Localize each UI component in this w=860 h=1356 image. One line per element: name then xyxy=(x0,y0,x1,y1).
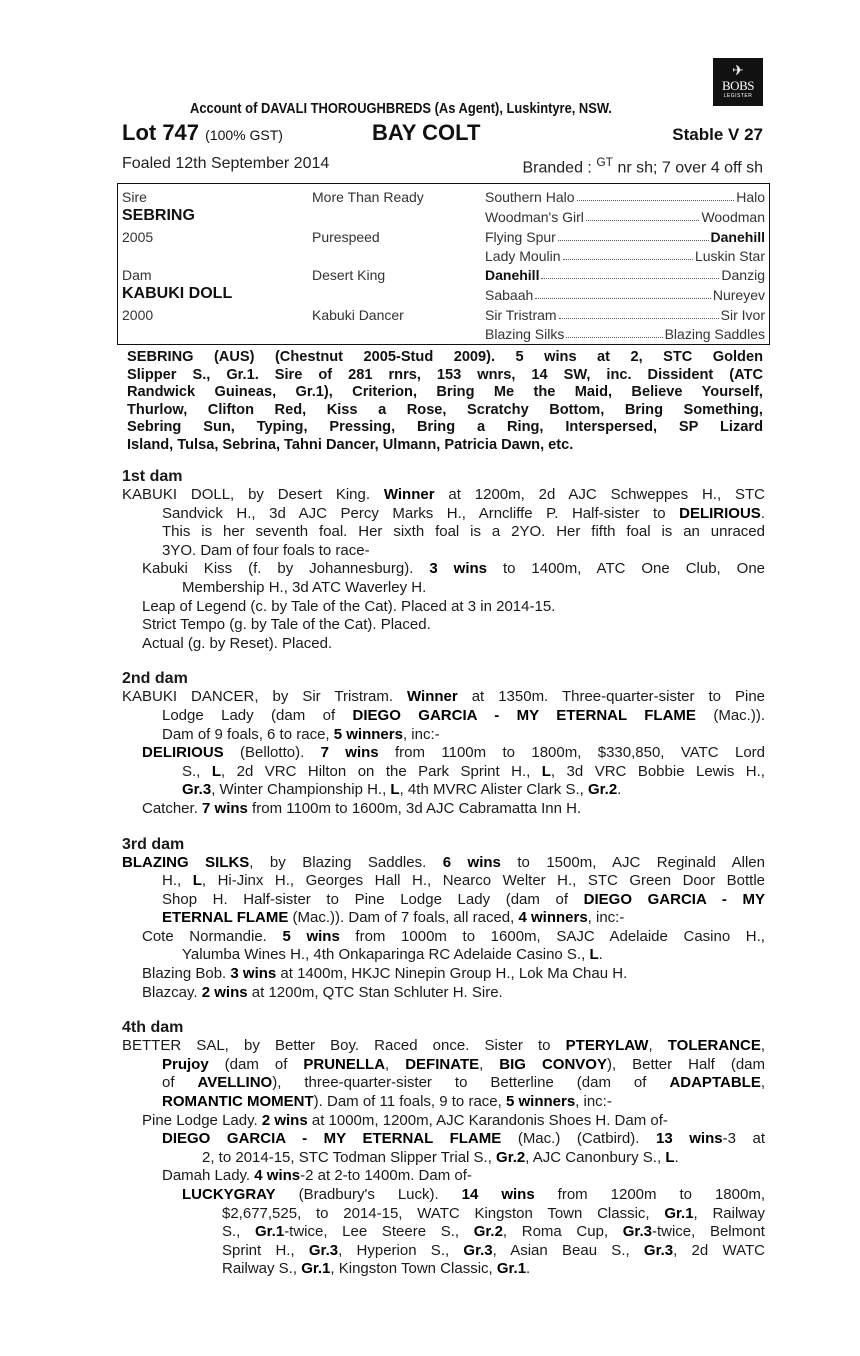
text: . xyxy=(760,504,765,522)
text: Strict Tempo (g. by Tale of the Cat). Placed. xyxy=(142,616,431,634)
pedigree-text-line xyxy=(162,505,765,524)
ggp-name: Blazing Silks xyxy=(485,326,565,342)
bold-text: BIG CONVOY xyxy=(499,1055,607,1073)
pedigree-text-line xyxy=(142,984,765,1003)
dotted-leader xyxy=(535,287,711,299)
text: . xyxy=(598,946,603,964)
section-heading: 2nd dam xyxy=(122,670,188,688)
dotted-leader xyxy=(563,248,693,260)
bold-text: Gr.2 xyxy=(496,1148,526,1166)
ggp-name: Danehill xyxy=(485,267,540,283)
great-grandparent-row xyxy=(485,189,765,205)
bold-text: Gr.2 xyxy=(473,1223,503,1241)
bold-text: Winner xyxy=(383,486,435,503)
text: Leap of Legend (c. by Tale of the Cat). Placed at 3 in 2014-15. xyxy=(142,597,556,615)
text: Sprint H., xyxy=(222,1241,309,1259)
bold-text: 4 winners xyxy=(518,909,588,927)
text: Cote Normandie. xyxy=(142,927,283,945)
vendor-account: Account of DAVALI THOROUGHBREDS (As Agent), Luskintyre, NSW. xyxy=(190,100,612,117)
text: Sandvick H., 3d AJC Percy Marks H., Arncliffe P. Half-sister to xyxy=(162,504,680,522)
bold-text: Gr.1 xyxy=(255,1223,285,1241)
pedigree-text-line xyxy=(162,1130,765,1149)
ggp-name: Sabaah xyxy=(485,287,534,303)
pedigree-text-line xyxy=(182,763,765,782)
bold-text: TOLERANCE xyxy=(667,1037,761,1055)
text: Actual (g. by Reset). Placed. xyxy=(142,634,333,652)
bobs-logo xyxy=(713,58,763,106)
text: 2, to 2014-15, STC Todman Slipper Trial S., xyxy=(202,1148,497,1166)
bold-text: DEFINATE xyxy=(405,1055,480,1073)
grandsire-paternal: More Than Ready xyxy=(312,189,424,205)
horse-description: BAY COLT xyxy=(372,120,481,145)
pedigree-text-line xyxy=(142,800,765,819)
sire-summary xyxy=(127,349,763,455)
text: , xyxy=(479,1055,500,1073)
bold-text: 7 wins xyxy=(202,799,248,817)
pedigree-table xyxy=(117,183,770,345)
text: (Bellotto). xyxy=(223,744,321,762)
pedigree-text-line xyxy=(162,1093,765,1112)
dam-label: Dam xyxy=(122,267,152,283)
bold-text: ETERNAL FLAME xyxy=(162,909,289,927)
text: , 2d WATC xyxy=(673,1241,765,1259)
brand-mark: GT xyxy=(596,155,613,169)
text: at 1400m, HKJC Ninepin Group H., Lok Ma Chau H. xyxy=(276,965,628,983)
pedigree-text-line xyxy=(122,486,765,505)
ggp-name: Sir Tristram xyxy=(485,307,557,323)
section-heading: 3rd dam xyxy=(122,835,185,853)
bold-text: Gr.3 xyxy=(308,1241,339,1259)
pedigree-text-line xyxy=(162,726,765,745)
text: Pine Lodge Lady. xyxy=(142,1111,262,1129)
ggp-sire: Danzig xyxy=(721,267,765,283)
bold-text: Gr.2 xyxy=(587,781,618,799)
text: , Asian Beau S., xyxy=(492,1241,644,1259)
pedigree-text-line xyxy=(142,598,765,617)
text: Railway S., xyxy=(222,1260,302,1278)
text: Yalumba Wines H., 4th Onkaparinga RC Adelaide Casino S., xyxy=(182,946,590,964)
text: , 2d VRC Hilton on the Park Sprint H., xyxy=(220,762,542,780)
text: , xyxy=(648,1037,668,1055)
sire-year: 2005 xyxy=(122,229,154,245)
dotted-leader xyxy=(559,307,719,319)
lot-label: Lot 747 xyxy=(122,120,200,145)
bold-text: L xyxy=(541,762,551,780)
sire-summary-line: Thurlow, Clifton Red, Kiss a Rose, Scratchy Bottom, Bring Something, xyxy=(127,401,763,418)
section-heading: 1st dam xyxy=(122,468,183,485)
pedigree-text-line xyxy=(222,1223,765,1242)
pedigree-text-line xyxy=(222,1260,765,1279)
dam-line xyxy=(122,468,765,1279)
text: (Mac.)). Dam of 7 foals, all raced, xyxy=(288,909,519,927)
bold-text: Winner xyxy=(407,688,458,706)
great-grandparent-row xyxy=(485,326,765,342)
text: , xyxy=(385,1055,406,1073)
bold-text: DIEGO GARCIA - MY xyxy=(583,890,765,908)
pedigree-text-line xyxy=(142,965,765,984)
text: 3YO. Dam of four foals to race- xyxy=(162,541,370,559)
text: -3 at xyxy=(722,1130,766,1148)
stable-location: Stable V 27 xyxy=(672,125,763,144)
dotted-leader xyxy=(577,189,735,201)
ggp-sire: Blazing Saddles xyxy=(664,326,765,342)
text: KABUKI DOLL, by Desert King. xyxy=(122,486,384,503)
text: , Railway xyxy=(693,1204,765,1222)
ggp-name: Flying Spur xyxy=(485,229,556,245)
text: ), three-quarter-sister to Betterline (dam of xyxy=(272,1074,670,1092)
text: This is her seventh foal. Her sixth foal is a 2YO. Her fifth foal is an unraced xyxy=(162,523,765,541)
bold-text: L xyxy=(211,762,221,780)
pedigree-text-line xyxy=(142,1112,765,1131)
pedigree-text-line xyxy=(142,560,765,579)
text: , Hi-Jinx H., Georges Hall H., Nearco Welter H., STC Green Door Bottle xyxy=(201,872,765,890)
text: (dam of xyxy=(208,1055,304,1073)
text: . xyxy=(674,1148,679,1166)
pedigree-text-line xyxy=(162,1167,765,1186)
text: , inc:- xyxy=(575,1093,612,1111)
section-heading: 4th dam xyxy=(122,1019,184,1037)
pedigree-text-line xyxy=(222,1205,765,1224)
text: , xyxy=(760,1037,765,1055)
text: Kabuki Kiss (f. by Johannesburg). xyxy=(142,560,430,578)
gst-note: (100% GST) xyxy=(205,127,283,143)
great-grandparent-row xyxy=(485,267,765,283)
pedigree-text-line xyxy=(162,707,765,726)
text: , inc:- xyxy=(402,725,440,743)
text: from 1000m to 1600m, SAJC Adelaide Casino H., xyxy=(339,927,765,945)
text: (Mac.) (Catbird). xyxy=(501,1130,656,1148)
ggp-sire: Sir Ivor xyxy=(720,307,765,323)
text: Catcher. xyxy=(142,799,203,817)
dotted-leader xyxy=(586,209,700,221)
text: (Bradbury's Luck). xyxy=(275,1186,462,1203)
great-grandparent-row xyxy=(485,248,765,264)
pedigree-text-line xyxy=(182,1186,765,1205)
bold-text: DIEGO GARCIA - MY ETERNAL FLAME xyxy=(162,1130,502,1148)
text: , Winter Championship H., xyxy=(211,781,391,799)
bold-text: DIEGO GARCIA - MY ETERNAL FLAME xyxy=(352,706,696,724)
bold-text: DELIRIOUS xyxy=(679,504,761,522)
sire-summary-line: SEBRING (AUS) (Chestnut 2005-Stud 2009). 5 wins at 2, STC Golden xyxy=(127,349,763,365)
text: to 1400m, ATC One Club, One xyxy=(487,560,766,578)
great-grandparent-row xyxy=(485,287,765,303)
ggp-name: Woodman's Girl xyxy=(485,209,584,225)
bold-text: 5 wins xyxy=(282,927,340,945)
text: at 1200m, QTC Stan Schluter H. Sire. xyxy=(247,983,503,1001)
text: -twice, Lee Steere S., xyxy=(284,1223,474,1241)
bold-text: 7 wins xyxy=(320,744,379,762)
pedigree-text-line xyxy=(162,523,765,542)
text: Damah Lady. xyxy=(162,1167,255,1185)
branded-text: nr sh; 7 over 4 off sh xyxy=(617,159,763,177)
horse-icon: ✈ xyxy=(732,62,744,78)
pedigree-text-line xyxy=(202,1149,765,1168)
bold-text: 3 wins xyxy=(230,965,277,983)
bold-text: 6 wins xyxy=(442,853,501,871)
pedigree-text-line xyxy=(182,579,765,598)
text: at 1000m, 1200m, AJC Karandonis Shoes H. Dam of- xyxy=(307,1111,668,1129)
dotted-leader xyxy=(558,229,709,241)
text: Blazcay. xyxy=(142,983,202,1001)
bold-text: AVELLINO xyxy=(197,1074,273,1092)
text: ), Better Half (dam xyxy=(606,1055,765,1073)
text: , by Blazing Saddles. xyxy=(249,853,443,871)
dotted-leader xyxy=(541,267,719,279)
bold-text: 2 wins xyxy=(201,983,248,1001)
bold-text: Prujoy xyxy=(162,1055,209,1073)
text: , 4th MVRC Alister Clark S., xyxy=(399,781,588,799)
pedigree-text-line xyxy=(162,1074,765,1093)
bold-text: Gr.1 xyxy=(301,1260,331,1278)
pedigree-text-line xyxy=(162,909,765,928)
sire-label: Sire xyxy=(122,189,147,205)
pedigree-text-line xyxy=(162,1056,765,1075)
pedigree-text-line xyxy=(222,1242,765,1261)
text: . xyxy=(617,781,622,799)
text: Shop H. Half-sister to Pine Lodge Lady (dam of xyxy=(162,890,584,908)
logo-subtext: LEGISTER xyxy=(723,93,753,99)
text: Dam of 9 foals, 6 to race, xyxy=(162,725,334,743)
pedigree-text-line xyxy=(182,781,765,800)
bold-text: PRUNELLA xyxy=(303,1055,386,1073)
text: Membership H., 3d ATC Waverley H. xyxy=(182,578,427,596)
sire-summary-line: Island, Tulsa, Sebrina, Tahni Dancer, Ulmann, Patricia Dawn, etc. xyxy=(127,436,574,453)
ggp-name: Lady Moulin xyxy=(485,248,561,264)
ggp-sire: Halo xyxy=(736,189,765,205)
granddam-paternal: Purespeed xyxy=(312,229,380,245)
bold-text: L xyxy=(589,946,599,964)
text: , inc:- xyxy=(587,909,625,927)
granddam-maternal: Kabuki Dancer xyxy=(312,307,404,323)
text: at 1350m. Three-quarter-sister to Pine xyxy=(457,688,765,706)
branded-info xyxy=(522,155,763,177)
text: $2,677,525, to 2014-15, WATC Kingston Town Classic, xyxy=(222,1204,665,1222)
bold-text: Gr.1 xyxy=(496,1260,527,1278)
ggp-sire: Danehill xyxy=(710,229,765,245)
pedigree-text-line xyxy=(182,946,765,965)
bold-text: Gr.3 xyxy=(643,1241,674,1259)
text: , AJC Canonbury S., xyxy=(525,1148,666,1166)
text: KABUKI DANCER, by Sir Tristram. xyxy=(122,688,407,706)
bold-text: ROMANTIC MOMENT xyxy=(162,1093,314,1111)
bold-text: PTERYLAW xyxy=(565,1037,649,1055)
sire-summary-line: Slipper S., Gr.1. Sire of 281 rnrs, 153 wnrs, 14 SW, inc. Dissident (ATC xyxy=(127,366,763,383)
text: , 3d VRC Bobbie Lewis H., xyxy=(550,762,765,780)
ggp-sire: Woodman xyxy=(701,209,765,225)
bold-text: BLAZING SILKS xyxy=(122,853,250,871)
logo-text: BOBS xyxy=(722,78,754,93)
bold-text: ADAPTABLE xyxy=(669,1074,761,1092)
sire-name: SEBRING xyxy=(122,207,195,224)
text: -2 at 2-to 1400m. Dam of- xyxy=(300,1167,472,1185)
dam-name: KABUKI DOLL xyxy=(122,285,233,302)
pedigree-text-line xyxy=(162,542,765,561)
text: at 1200m, 2d AJC Schweppes H., STC xyxy=(434,486,765,503)
bold-text: L xyxy=(192,872,202,890)
pedigree-text-line xyxy=(142,744,765,763)
dotted-leader xyxy=(566,326,662,338)
bold-text: 3 wins xyxy=(429,560,487,578)
bold-text: Gr.3 xyxy=(463,1241,493,1259)
text: , xyxy=(760,1074,765,1092)
pedigree-text-line xyxy=(142,635,765,654)
dam-year: 2000 xyxy=(122,307,154,323)
sire-summary-line: Sebring Sun, Typing, Pressing, Bring a Ring, Interspersed, SP Lizard xyxy=(127,419,763,436)
pedigree-text-line xyxy=(122,854,765,873)
bold-text: LUCKYGRAY xyxy=(182,1186,276,1203)
text: from 1200m to 1800m, xyxy=(534,1186,765,1203)
text: to 1500m, AJC Reginald Allen xyxy=(500,853,765,871)
bold-text: 5 winners xyxy=(333,725,403,743)
bold-text: Gr.1 xyxy=(664,1204,694,1222)
text: Blazing Bob. xyxy=(142,965,231,983)
text: , Roma Cup, xyxy=(502,1223,623,1241)
great-grandparent-row xyxy=(485,209,765,225)
pedigree-text-line xyxy=(122,688,765,707)
branded-label: Branded : xyxy=(522,159,592,177)
ggp-sire: Nureyev xyxy=(712,287,765,303)
bold-text: L xyxy=(665,1148,675,1166)
text: , Hyperion S., xyxy=(338,1241,464,1259)
lot-number xyxy=(122,120,283,146)
bold-text: 14 wins xyxy=(461,1186,535,1203)
bold-text: 5 winners xyxy=(505,1093,576,1111)
great-grandparent-row xyxy=(485,307,765,323)
grandsire-maternal: Desert King xyxy=(312,267,386,283)
pedigree-text-line xyxy=(162,872,765,891)
text: ). Dam of 11 foals, 9 to race, xyxy=(313,1093,506,1111)
pedigree-text-line xyxy=(142,928,765,947)
text: S., xyxy=(222,1223,255,1241)
sire-summary-line: Randwick Guineas, Gr.1), Criterion, Bring Me the Maid, Believe Yourself, xyxy=(127,384,763,401)
ggp-name: Southern Halo xyxy=(485,189,575,205)
bold-text: 13 wins xyxy=(655,1130,723,1148)
bold-text: 4 wins xyxy=(254,1167,301,1185)
text: S., xyxy=(182,762,212,780)
text: . xyxy=(526,1260,531,1278)
text: from 1100m to 1600m, 3d AJC Cabramatta Inn H. xyxy=(247,799,582,817)
text: BETTER SAL, by Better Boy. Raced once. Sister to xyxy=(122,1037,566,1055)
text: of xyxy=(162,1074,198,1092)
great-grandparent-row xyxy=(485,229,765,245)
pedigree-text-line xyxy=(122,1037,765,1056)
text: (Mac.)). xyxy=(695,706,765,724)
text: H., xyxy=(162,872,193,890)
foaled-date: Foaled 12th September 2014 xyxy=(122,155,330,172)
text: Lodge Lady (dam of xyxy=(162,706,353,724)
bold-text: L xyxy=(390,781,400,799)
bold-text: 2 wins xyxy=(261,1111,308,1129)
bold-text: Gr.3 xyxy=(182,781,212,799)
pedigree-text-line xyxy=(142,616,765,635)
text: , Kingston Town Classic, xyxy=(330,1260,497,1278)
bold-text: Gr.3 xyxy=(622,1223,652,1241)
ggp-sire: Luskin Star xyxy=(694,248,765,264)
pedigree-text-line xyxy=(162,891,765,910)
text: -twice, Belmont xyxy=(651,1223,765,1241)
text: from 1100m to 1800m, $330,850, VATC Lord xyxy=(378,744,765,762)
bold-text: DELIRIOUS xyxy=(142,744,224,762)
